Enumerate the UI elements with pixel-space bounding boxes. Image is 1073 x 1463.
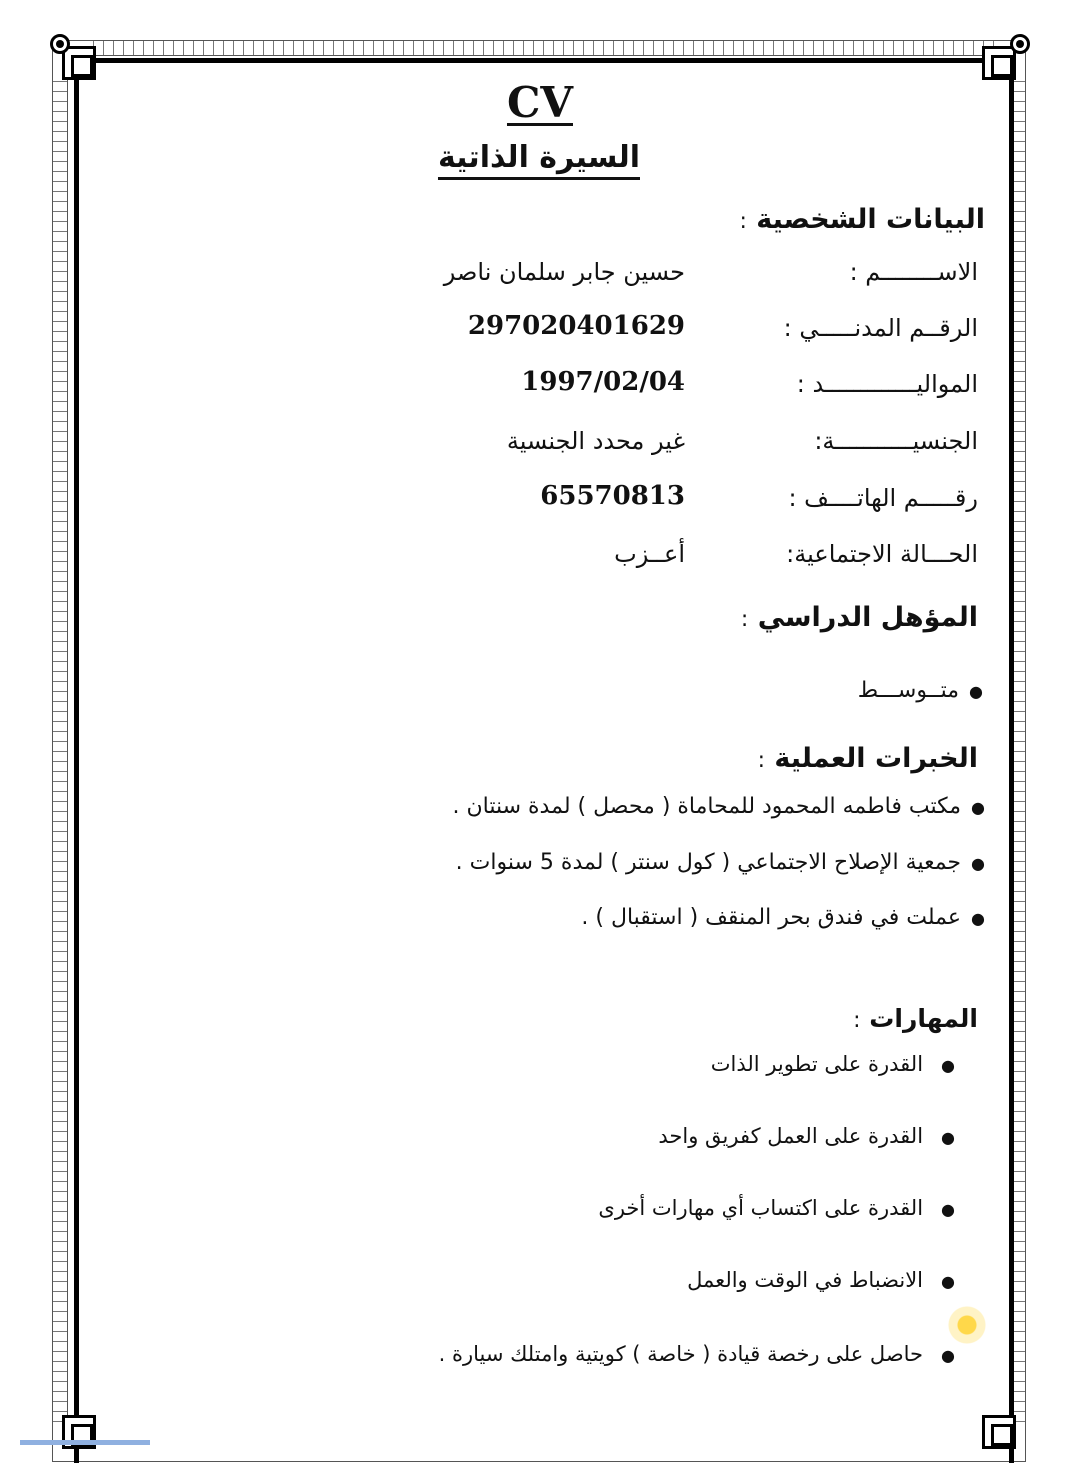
border-corner-ornament [62,46,96,80]
personal-heading [739,204,985,235]
field-label-name: الاســــــــم : [849,258,978,286]
list-item [658,1124,955,1148]
bullet-icon: ● [941,1127,955,1147]
personal-heading-text: البيانات الشخصية [756,204,985,235]
field-value-birthdate: 1997/02/04 [521,367,685,397]
skill-item: حاصل على رخصة قيادة ( خاصة ) كويتية وامتلك سيارة . [438,1342,924,1366]
experience-heading-text: الخبرات العملية [774,743,978,774]
education-heading-colon: : [740,607,749,632]
experience-heading-colon: : [757,748,765,773]
skills-heading-text: المهارات [869,1004,978,1033]
education-heading [741,602,978,633]
skills-heading-colon: : [853,1008,861,1033]
cv-title: CV [506,78,573,127]
page-border-top-ladder [84,40,994,56]
field-value-civil-id: 297020401629 [467,311,685,341]
skill-item: القدرة على العمل كفريق واحد [658,1124,924,1148]
field-label-phone: رقـــــم الهاتــــف : [788,484,978,512]
list-item [687,1268,955,1292]
experience-item: مكتب فاطمه المحمود للمحاماة ( محصل ) لمدة سنتان . [452,794,962,819]
skill-item: القدرة على اكتساب أي مهارات أخرى [598,1196,924,1220]
field-value-marital: أعــزب [614,540,685,568]
list-item [711,1052,955,1076]
field-value-nationality: غير محدد الجنسية [506,427,685,455]
bullet-icon: ● [969,681,983,701]
bullet-icon: ● [941,1199,955,1219]
list-item [456,850,985,875]
page-border-left-ladder [52,72,68,1422]
sun-icon [948,1306,986,1344]
list-item [598,1196,955,1220]
bullet-icon: ● [971,797,985,817]
experience-item: عملت في فندق بحر المنقف ( استقبال ) . [581,905,962,930]
experience-item: جمعية الإصلاح الاجتماعي ( كول سنتر ) لمدة 5 سنوات . [455,850,962,875]
scroll-indicator [20,1440,150,1445]
bullet-icon: ● [971,908,985,928]
cv-title-arabic: السيرة الذاتية [437,140,640,175]
border-corner-ornament [982,1415,1016,1449]
experience-heading [758,743,978,774]
field-value-name: حسين جابر سلمان ناصر [443,258,685,286]
field-label-nationality: الجنسيـــــــــــة: [814,427,978,455]
personal-heading-colon: : [739,209,747,234]
border-corner-ornament [982,46,1016,80]
education-item: متــوســـط [857,678,960,703]
skill-item: الانضباط في الوقت والعمل [687,1268,924,1292]
list-item [581,905,985,930]
bullet-icon: ● [971,853,985,873]
skills-heading [853,1004,978,1033]
border-ring-icon [50,34,70,54]
education-heading-text: المؤهل الدراسي [757,602,978,633]
border-ring-icon [1010,34,1030,54]
field-label-marital: الحـــالة الاجتماعية: [786,540,978,568]
field-value-phone: 65570813 [540,481,685,511]
list-item [439,1342,955,1366]
field-label-civil-id: الرقــم المدنـــــي : [783,314,978,342]
bullet-icon: ● [941,1345,955,1365]
bullet-icon: ● [941,1055,955,1075]
list-item [452,794,985,819]
list-item [858,678,983,703]
bullet-icon: ● [941,1271,955,1291]
field-label-birthdate: المواليـــــــــــــد : [796,370,978,398]
skill-item: القدرة على تطوير الذات [710,1052,924,1076]
